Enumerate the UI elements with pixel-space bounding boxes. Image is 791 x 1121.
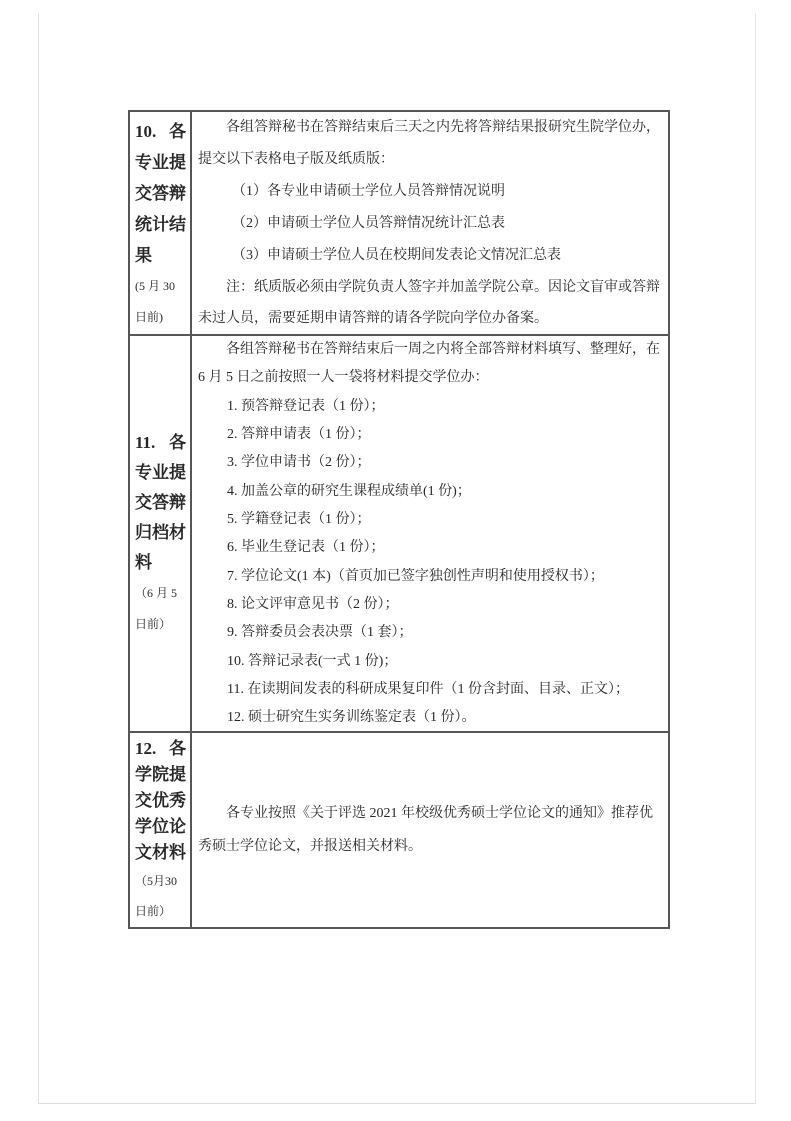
content-line: 1. 预答辩登记表（1 份）； (227, 398, 385, 414)
row-label-line: 料 (135, 552, 152, 572)
content-line: 注：纸质版必须由学院负责人签字并加盖学院公章。因论文盲审或答辩 (226, 279, 660, 295)
content-line: （2）申请硕士学位人员答辩情况统计汇总表 (232, 215, 505, 231)
content-line: 未过人员，需要延期申请答辩的请各学院向学位办备案。 (198, 311, 548, 327)
content-line: 2. 答辩申请表（1 份）； (227, 427, 371, 443)
content-line: （3）申请硕士学位人员在校期间发表论文情况汇总表 (232, 247, 561, 263)
row-label-line: 统计结 (135, 215, 186, 234)
row-label-line: 交答辩 (135, 492, 186, 512)
row-label-line: 交优秀 (135, 791, 186, 810)
row-deadline-line: （6 月 5 (135, 585, 178, 600)
row-label-line: 10. 各 (135, 122, 186, 141)
row-deadline-line: 日前) (135, 310, 163, 324)
row-deadline-line: （5月30 (135, 874, 178, 888)
row-label-line: 果 (135, 246, 152, 265)
defense-schedule-table (128, 110, 670, 929)
content-line: （1）各专业申请硕士学位人员答辩情况说明 (232, 183, 505, 199)
content-line: 8. 论文评审意见书（2 份）； (227, 597, 399, 613)
table-row-11 (130, 336, 668, 733)
content-line: 5. 学籍登记表（1 份）； (227, 512, 371, 528)
content-line: 秀硕士学位论文，并报送相关材料。 (198, 839, 422, 854)
row-label-line: 学位论 (135, 817, 186, 836)
table-row-10 (130, 112, 668, 336)
row-10-label-cell (130, 112, 192, 334)
row-12-content-cell (192, 733, 668, 927)
row-deadline-line: 日前） (135, 616, 172, 631)
row-11-content-cell (192, 336, 668, 731)
row-12-label-cell (130, 733, 192, 927)
table-row-12 (130, 733, 668, 927)
content-line: 提交以下表格电子版及纸质版： (198, 151, 394, 167)
content-line: 4. 加盖公章的研究生课程成绩单(1 份)； (227, 483, 471, 499)
row-label-line: 归档材 (135, 522, 186, 542)
content-line: 7. 学位论文(1 本)（首页加已签字独创性声明和使用授权书）； (227, 568, 604, 584)
row-label-line: 12. 各 (135, 739, 186, 758)
content-line: 9. 答辩委员会表决票（1 套）； (227, 625, 413, 641)
content-line: 11. 在读期间发表的科研成果复印件（1 份含封面、目录、正文）； (227, 682, 629, 698)
row-label-line: 专业提 (135, 153, 186, 172)
row-label-line: 11. 各 (135, 432, 186, 452)
content-line: 3. 学位申请书（2 份）； (227, 455, 371, 471)
row-10-content-cell (192, 112, 668, 334)
row-label-line: 文材料 (135, 843, 186, 862)
content-line: 各组答辩秘书在答辩结束后三天之内先将答辩结果报研究生院学位办， (226, 120, 660, 135)
content-line: 6. 毕业生登记表（1 份）； (227, 540, 385, 556)
content-line: 6 月 5 日之前按照一人一袋将材料提交学位办： (198, 370, 489, 386)
content-line: 各组答辩秘书在答辩结束后一周之内将全部答辩材料填写、整理好，在 (226, 342, 660, 357)
row-deadline-line: (5 月 30 (135, 279, 175, 293)
content-line: 10. 答辩记录表(一式 1 份)； (227, 653, 398, 669)
row-deadline-line: 日前） (135, 904, 172, 918)
row-label-line: 专业提 (135, 462, 186, 482)
row-label-line: 学院提 (135, 765, 186, 784)
content-line: 12. 硕士研究生实务训练鉴定表（1 份）。 (227, 710, 476, 726)
row-label-line: 交答辩 (135, 184, 186, 203)
row-11-label-cell (130, 336, 192, 731)
content-line: 各专业按照《关于评选 2021 年校级优秀硕士学位论文的通知》推荐优 (226, 806, 653, 821)
